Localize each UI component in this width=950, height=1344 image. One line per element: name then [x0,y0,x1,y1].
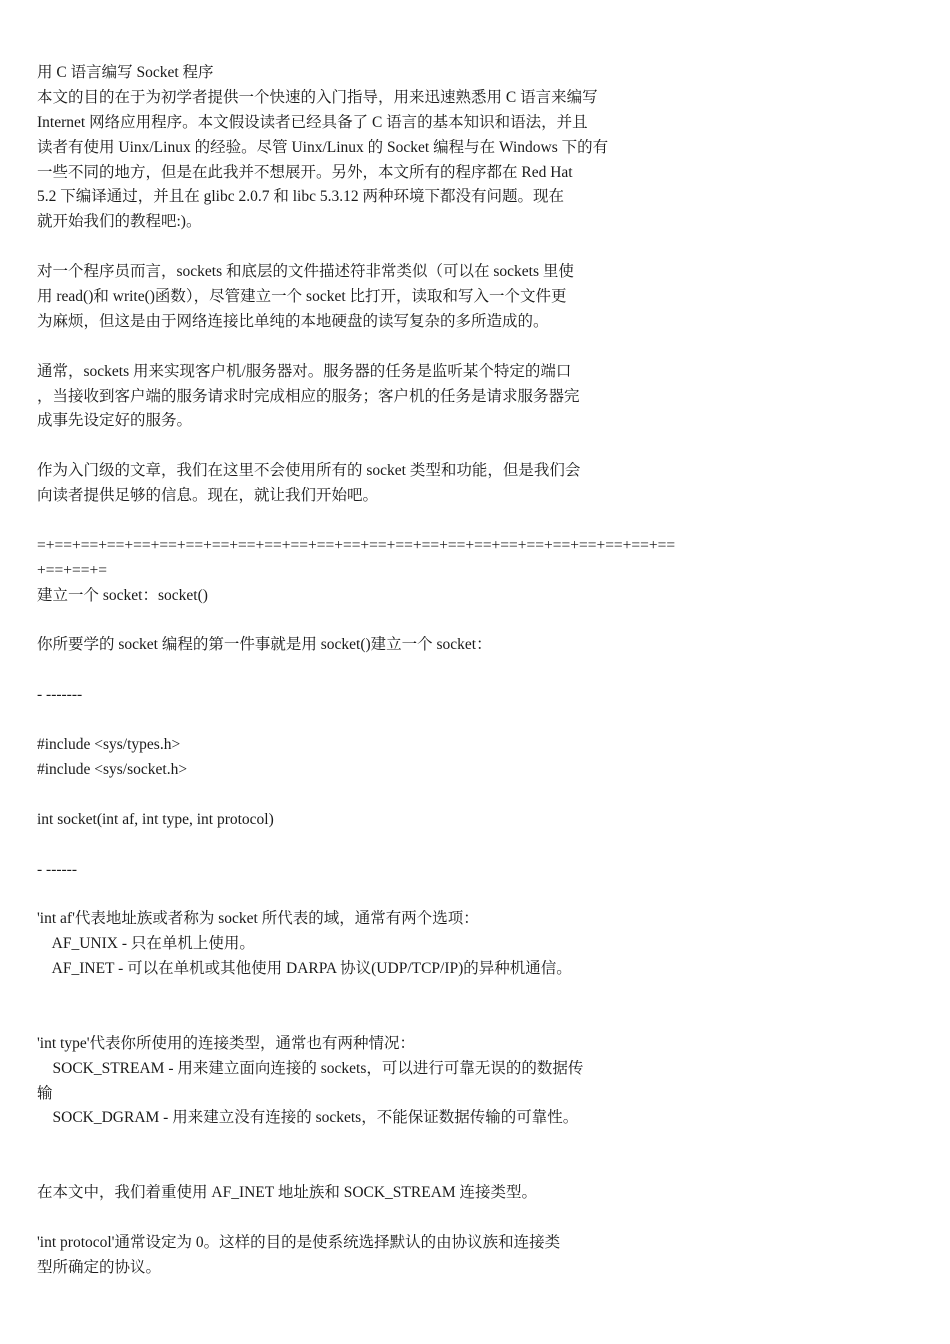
blank-line [37,509,917,534]
text-line: 输 [37,1084,53,1102]
text-line: 在本文中，我们着重使用 AF_INET 地址族和 SOCK_STREAM 连接类型。 [37,1184,538,1202]
text-line: 成事先设定好的服务。 [37,412,193,430]
text-line: SOCK_DGRAM - 用来建立没有连接的 sockets，不能保证数据传输的可靠性。 [37,1109,579,1127]
blank-line [37,235,917,260]
text-line: =+==+==+==+==+==+==+==+==+==+==+==+==+==+==+==+==+==+==+==+==+==+==+==+== [37,536,676,554]
text-line: 读者有使用 Uinx/Linux 的经验。尽管 Uinx/Linux 的 Socket 编程与在 Windows 下的有 [37,138,609,156]
text-line: 通常，sockets 用来实现客户机/服务器对。服务器的任务是监听某个特定的端口 [37,362,572,380]
blank-line [37,708,917,733]
blank-line [37,1131,917,1156]
blank-line [37,1206,917,1231]
blank-line [37,833,917,858]
text-line: Internet 网络应用程序。本文假设读者已经具备了 C 语言的基本知识和语法，并且 [37,113,588,131]
text-line: #include <sys/socket.h> [37,760,188,778]
blank-line [37,882,917,907]
text-line: 就开始我们的教程吧:)。 [37,213,202,231]
text-line: 向读者提供足够的信息。现在，就让我们开始吧。 [37,487,379,505]
text-line: SOCK_STREAM - 用来建立面向连接的 sockets，可以进行可靠无误的的数据传 [37,1059,584,1077]
blank-line [37,335,917,360]
text-line: 'int af'代表地址族或者称为 socket 所代表的域，通常有两个选项： [37,910,479,928]
text-line: 5.2 下编译通过，并且在 glibc 2.0.7 和 libc 5.3.12 两种环境下都没有问题。现在 [37,188,564,206]
document-title: 用 C 语言编写 Socket 程序 [37,64,214,81]
document-body [37,61,917,1281]
text-line: int socket(int af, int type, int protocol) [37,810,274,828]
blank-line [37,434,917,459]
text-line: 作为入门级的文章，我们在这里不会使用所有的 socket 类型和功能，但是我们会 [37,462,581,480]
blank-line [37,783,917,808]
text-line: ，当接收到客户端的服务请求时完成相应的服务；客户机的任务是请求服务器完 [37,387,580,405]
text-line: 型所确定的协议。 [37,1258,162,1276]
blank-line [37,1007,917,1032]
blank-line [37,658,917,683]
text-line: AF_INET - 可以在单机或其他使用 DARPA 协议(UDP/TCP/IP)的异种机通信。 [37,960,572,978]
blank-line [37,982,917,1007]
text-line: 本文的目的在于为初学者提供一个快速的入门指导，用来迅速熟悉用 C 语言来编写 [37,88,598,106]
text-line: 建立一个 socket：socket() [37,586,208,604]
blank-line [37,1156,917,1181]
text-line: 用 read()和 write()函数），尽管建立一个 socket 比打开，读取和写入一个文件更 [37,288,567,306]
text-line: 'int type'代表你所使用的连接类型，通常也有两种情况： [37,1034,416,1052]
text-line: - ------ [37,860,78,878]
text-line: - ------- [37,686,83,704]
text-line: 'int protocol'通常设定为 0。这样的目的是使系统选择默认的由协议族和连接类 [37,1233,561,1251]
text-line: AF_UNIX - 只在单机上使用。 [37,935,255,953]
text-line: 为麻烦，但这是由于网络连接比单纯的本地硬盘的读写复杂的多所造成的。 [37,312,549,330]
text-line: +==+==+= [37,561,107,579]
blank-line [37,609,917,634]
text-line: 对一个程序员而言，sockets 和底层的文件描述符非常类似（可以在 sockets 里使 [37,263,574,281]
text-line: 一些不同的地方，但是在此我并不想展开。另外，本文所有的程序都在 Red Hat [37,163,573,181]
text-line: #include <sys/types.h> [37,736,181,754]
text-line: 你所要学的 socket 编程的第一件事就是用 socket()建立一个 socket： [37,636,492,654]
